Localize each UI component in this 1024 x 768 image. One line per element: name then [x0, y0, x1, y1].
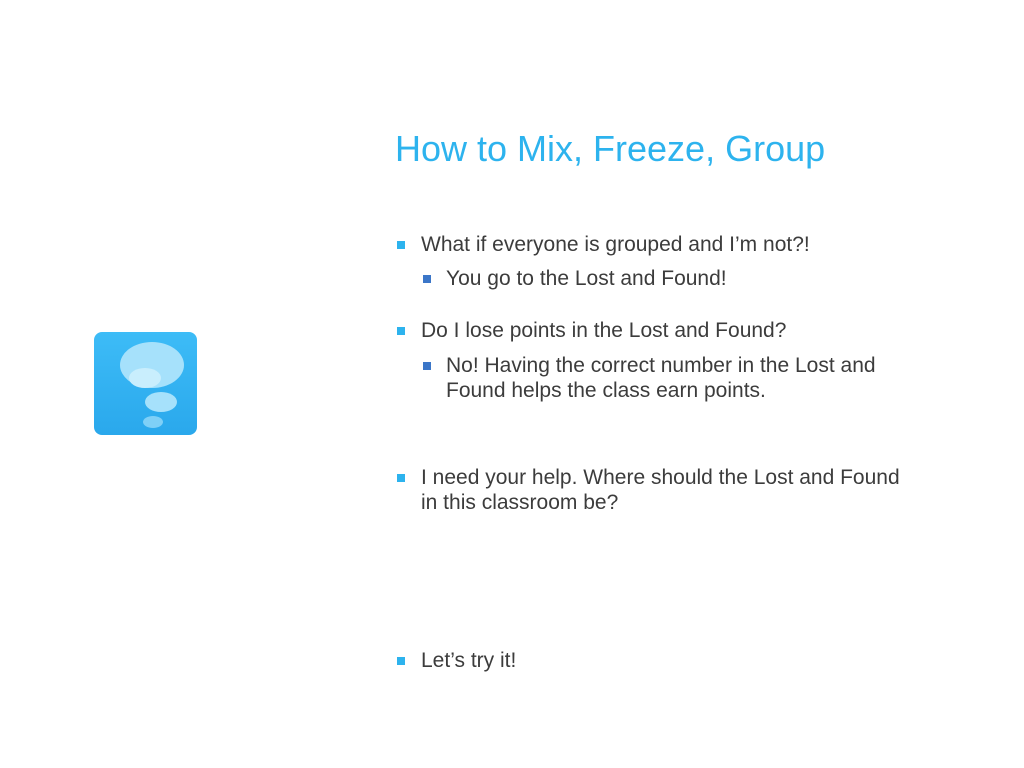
sub-bullet-marker: [423, 275, 431, 283]
bullet-marker: [397, 327, 405, 335]
bullet-marker: [397, 241, 405, 249]
bullet-text: What if everyone is grouped and I’m not?!: [421, 233, 810, 256]
bullet-text: Do I lose points in the Lost and Found?: [421, 319, 787, 342]
sub-bullet-text: You go to the Lost and Found!: [446, 267, 727, 290]
sub-bullet-marker: [423, 362, 431, 370]
bullet-text: I need your help. Where should the Lost and Found in this classroom be?: [421, 466, 900, 514]
bullet-item: [397, 465, 907, 515]
bullet-text: Let’s try it!: [421, 649, 517, 672]
thought-bubble-icon: [94, 332, 197, 435]
bullet-item: [397, 232, 917, 257]
bullet-item: [397, 648, 917, 673]
sub-bullet-text: No! Having the correct number in the Lost and Found helps the class earn points.: [446, 354, 876, 402]
sub-bullet-item: [423, 353, 903, 403]
slide-title: How to Mix, Freeze, Group: [395, 128, 826, 169]
bullet-marker: [397, 474, 405, 482]
sub-bullet-item: [423, 266, 917, 291]
bullet-item: [397, 318, 917, 343]
bullet-marker: [397, 657, 405, 665]
